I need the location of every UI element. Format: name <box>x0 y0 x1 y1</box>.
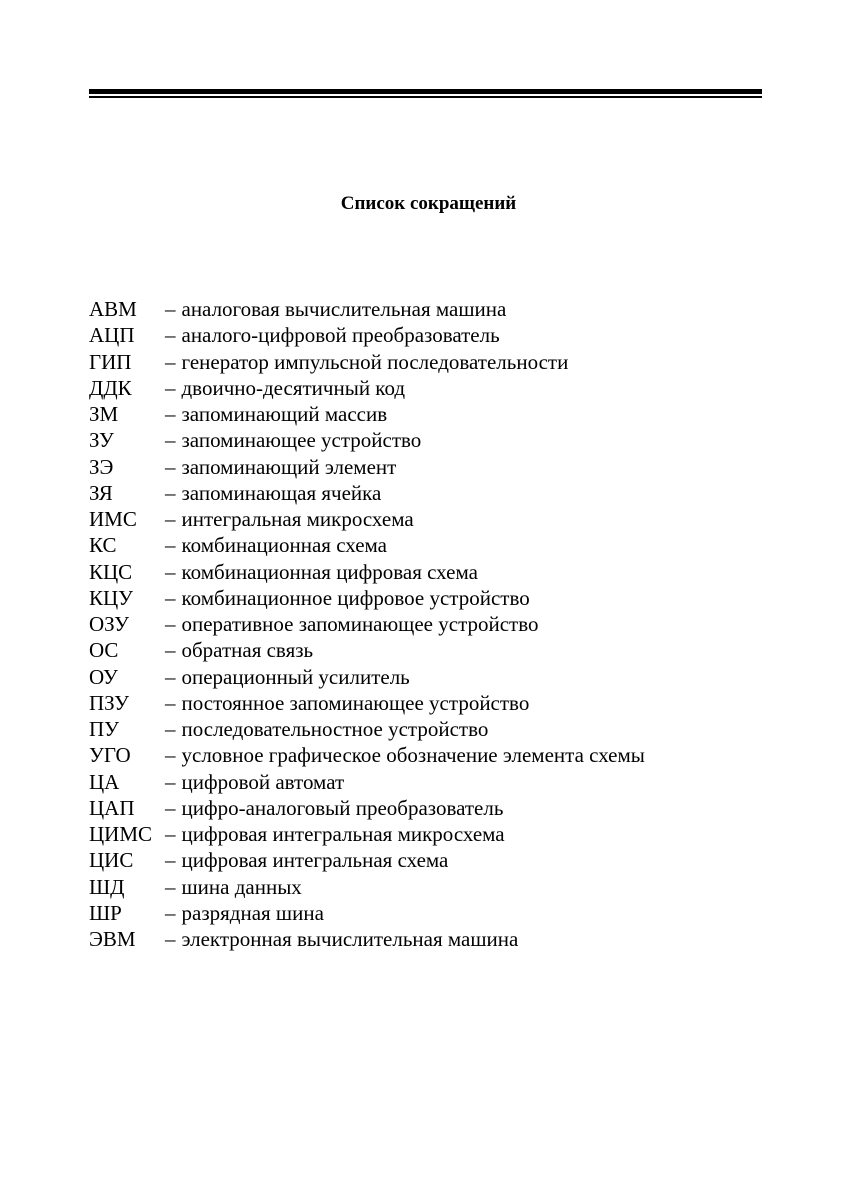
abbreviation-definition: аналого-цифровой преобразователь <box>181 323 500 348</box>
abbreviation-term: ЗУ <box>89 428 114 453</box>
abbreviation-definition: интегральная микросхема <box>181 507 414 531</box>
abbreviation-dash: – <box>165 323 176 348</box>
list-item <box>89 322 789 348</box>
abbreviation-dash: – <box>165 559 176 584</box>
abbreviation-dash: – <box>165 454 176 479</box>
abbreviation-definition: аналоговая вычислительная машина <box>181 297 507 321</box>
list-item <box>89 611 789 637</box>
abbreviation-term: ПЗУ <box>89 690 130 715</box>
list-item <box>89 375 789 401</box>
abbreviation-definition: условное графическое обозначение элемента схемы <box>181 743 645 768</box>
list-item <box>89 690 789 716</box>
abbreviation-dash: – <box>165 585 176 610</box>
abbreviation-term: ШД <box>89 874 125 899</box>
abbreviation-definition: генератор импульсной последовательности <box>181 349 569 374</box>
abbreviation-dash: – <box>165 612 176 636</box>
abbreviation-dash: – <box>165 480 176 505</box>
abbreviation-definition: электронная вычислительная машина <box>181 927 519 951</box>
list-item <box>89 559 789 585</box>
abbreviation-term: ЗЯ <box>89 480 113 505</box>
abbreviation-term: АЦП <box>89 323 135 348</box>
abbreviation-dash: – <box>165 664 176 689</box>
abbreviation-dash: – <box>165 795 176 820</box>
abbreviation-definition: запоминающий элемент <box>181 454 397 479</box>
abbreviation-definition: комбинационная цифровая схема <box>181 559 478 584</box>
abbreviation-definition: цифровая интегральная микросхема <box>181 822 505 846</box>
abbreviation-dash: – <box>165 349 176 374</box>
list-item <box>89 637 789 663</box>
abbreviation-dash: – <box>165 769 176 794</box>
abbreviation-term: ГИП <box>89 349 132 374</box>
abbreviation-term: ПУ <box>89 717 120 741</box>
list-item <box>89 585 789 611</box>
list-item <box>89 427 789 453</box>
list-item <box>89 454 789 480</box>
abbreviation-dash: – <box>165 297 176 321</box>
list-item <box>89 874 789 900</box>
abbreviation-definition: цифровая интегральная схема <box>181 848 449 873</box>
list-item <box>89 532 789 558</box>
abbreviation-dash: – <box>165 927 176 951</box>
abbreviation-list <box>89 296 789 952</box>
abbreviation-definition: запоминающее устройство <box>181 428 422 453</box>
abbreviation-term: ОУ <box>89 664 118 689</box>
abbreviation-dash: – <box>165 848 176 873</box>
abbreviation-definition: цифро-аналоговый преобразователь <box>181 795 504 820</box>
abbreviation-dash: – <box>165 743 176 768</box>
abbreviation-definition: обратная связь <box>181 638 314 663</box>
list-item <box>89 769 789 795</box>
abbreviation-dash: – <box>165 638 176 663</box>
abbreviation-definition: запоминающий массив <box>181 402 388 426</box>
abbreviation-definition: комбинационная схема <box>181 533 387 558</box>
abbreviation-dash: – <box>165 402 176 426</box>
list-item <box>89 349 789 375</box>
header-rule-thick <box>89 89 762 94</box>
abbreviation-term: УГО <box>89 743 131 768</box>
list-item <box>89 900 789 926</box>
abbreviation-definition: операционный усилитель <box>181 664 410 689</box>
list-item <box>89 716 789 742</box>
abbreviation-term: ДДК <box>89 375 132 400</box>
list-item <box>89 401 789 427</box>
list-item <box>89 664 789 690</box>
abbreviation-dash: – <box>165 822 176 846</box>
list-item <box>89 847 789 873</box>
abbreviation-definition: последовательностное устройство <box>181 717 489 741</box>
abbreviation-term: ЗМ <box>89 402 119 426</box>
list-item <box>89 480 789 506</box>
abbreviation-dash: – <box>165 428 176 453</box>
abbreviation-definition: шина данных <box>181 874 302 899</box>
page-title: Список сокращений <box>340 193 517 214</box>
abbreviation-definition: цифровой автомат <box>181 769 345 794</box>
header-rule-thin <box>89 96 762 98</box>
list-item <box>89 296 789 322</box>
abbreviation-dash: – <box>165 375 176 400</box>
abbreviation-definition: оперативное запоминающее устройство <box>181 612 539 636</box>
abbreviation-term: ЦИС <box>89 848 134 873</box>
list-item <box>89 821 789 847</box>
abbreviation-dash: – <box>165 507 176 531</box>
abbreviation-dash: – <box>165 900 176 925</box>
abbreviation-term: ИМС <box>89 507 137 531</box>
abbreviation-term: КЦУ <box>89 585 134 610</box>
abbreviation-term: ОЗУ <box>89 612 130 636</box>
abbreviation-term: ЦИМС <box>89 822 153 846</box>
abbreviation-term: ОС <box>89 638 119 663</box>
list-item <box>89 926 789 952</box>
abbreviation-dash: – <box>165 874 176 899</box>
abbreviation-term: ЦА <box>89 769 120 794</box>
abbreviation-dash: – <box>165 717 176 741</box>
abbreviation-definition: комбинационное цифровое устройство <box>181 585 530 610</box>
abbreviation-definition: двоично-десятичный код <box>181 375 406 400</box>
abbreviation-term: АВМ <box>89 297 137 321</box>
abbreviation-term: ЭВМ <box>89 927 136 951</box>
list-item <box>89 742 789 768</box>
list-item <box>89 795 789 821</box>
abbreviation-dash: – <box>165 690 176 715</box>
abbreviation-term: КЦС <box>89 559 133 584</box>
list-item <box>89 506 789 532</box>
abbreviation-term: КС <box>89 533 117 558</box>
abbreviation-definition: разрядная шина <box>181 900 324 925</box>
abbreviation-definition: постоянное запоминающее устройство <box>181 690 530 715</box>
abbreviation-term: ЗЭ <box>89 454 114 479</box>
abbreviation-term: ШР <box>89 900 122 925</box>
abbreviation-definition: запоминающая ячейка <box>181 480 382 505</box>
abbreviation-term: ЦАП <box>89 795 135 820</box>
abbreviation-dash: – <box>165 533 176 558</box>
